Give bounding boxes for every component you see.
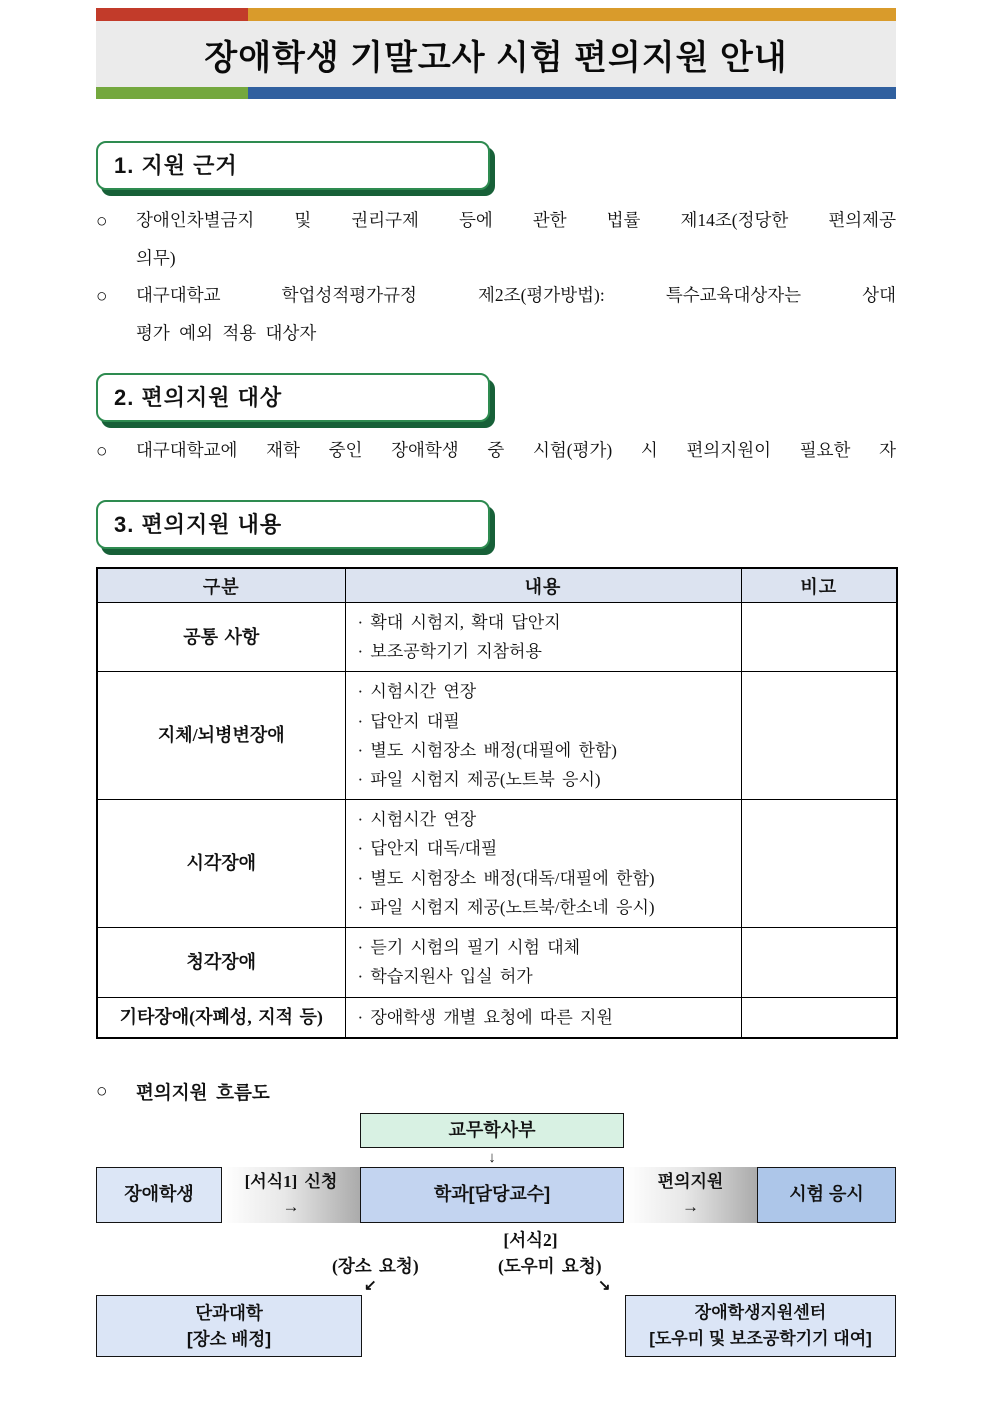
circle-bullet-icon: ○ — [96, 286, 108, 308]
content-cell — [345, 602, 741, 671]
band-segment-red — [96, 8, 248, 21]
category-cell: 시각장애 — [97, 800, 345, 928]
content-item: · 별도 시험장소 배정(대필에 한함) — [357, 740, 617, 760]
flow-box-line: [도우미 및 보조공학기기 대여] — [649, 1328, 872, 1348]
header-panel — [96, 21, 896, 87]
band-segment-blue — [248, 87, 896, 99]
flow-box-college — [96, 1295, 362, 1357]
category-cell: 청각장애 — [97, 928, 345, 997]
support-table — [96, 567, 898, 1039]
flow-connector-support — [624, 1167, 757, 1223]
content-item: · 파일 시험지 제공(노트북/한소네 응시) — [357, 897, 655, 917]
note-cell — [741, 928, 897, 997]
section-heading-support-basis: 1. 지원 근거 — [96, 141, 490, 190]
bullet-text-line: 평가 예외 적용 대상자 — [136, 322, 317, 343]
flowchart-diagram — [0, 1113, 992, 1363]
content-item: · 답안지 대필 — [357, 711, 460, 731]
table-row — [97, 672, 897, 800]
connector-label: [서식1] 신청 — [244, 1172, 338, 1192]
right-arrow-icon: → — [282, 1196, 300, 1216]
content-item: · 시험시간 연장 — [357, 682, 477, 702]
section1-bullets — [96, 202, 896, 353]
connector-label: 편의지원 — [657, 1172, 724, 1192]
flow-box-disabled-student: 장애학생 — [96, 1167, 222, 1223]
table-row — [97, 800, 897, 928]
table-row — [97, 602, 897, 671]
down-left-arrow-icon: ↙ — [364, 1277, 377, 1294]
circle-bullet-icon: ○ — [96, 440, 108, 462]
form2-label: [서식2] — [503, 1229, 558, 1250]
header-top-band — [96, 8, 896, 21]
band-segment-green — [96, 87, 248, 99]
section-heading-support-content: 3. 편의지원 내용 — [96, 500, 490, 549]
bullet-text-line: 대구대학교에 재학 중인 장애학생 중 시험(평가) 시 편의지원이 필요한 자 — [136, 439, 896, 460]
bullet-text-line: 대구대학교 학업성적평가규정 제2조(평가방법): 특수교육대상자는 상대 — [136, 285, 896, 306]
circle-bullet-icon: ○ — [96, 1080, 108, 1102]
content-item: · 시험시간 연장 — [357, 810, 477, 830]
content-item: · 장애학생 개별 요청에 따른 지원 — [357, 1007, 613, 1027]
section2-bullets — [96, 432, 896, 473]
content-cell — [345, 997, 741, 1038]
flowchart-heading-label: 편의지원 흐름도 — [136, 1083, 270, 1104]
flowchart-heading — [96, 1079, 896, 1105]
note-cell — [741, 672, 897, 800]
down-arrow-icon: ↓ — [488, 1149, 496, 1166]
content-item: · 보조공학기기 지참허용 — [357, 642, 542, 662]
column-header-note: 비고 — [741, 568, 897, 602]
flow-box-line: 장애학생지원센터 — [694, 1303, 827, 1323]
content-item: · 학습지원사 입실 허가 — [357, 967, 533, 987]
column-header-content: 내용 — [345, 568, 741, 602]
flow-box-support-center — [625, 1295, 896, 1357]
place-request-label: (장소 요청) — [332, 1255, 419, 1276]
content-cell — [345, 928, 741, 997]
list-item — [96, 202, 896, 277]
category-cell: 지체/뇌병변장애 — [97, 672, 345, 800]
flow-box-department: 학과[담당교수] — [360, 1167, 624, 1223]
note-cell — [741, 800, 897, 928]
category-cell: 기타장애(자폐성, 지적 등) — [97, 997, 345, 1038]
table-header-row — [97, 568, 897, 602]
content-item: · 확대 시험지, 확대 답안지 — [357, 612, 561, 632]
table-row — [97, 928, 897, 997]
content-cell — [345, 672, 741, 800]
list-item — [96, 432, 896, 473]
header-bottom-band — [96, 87, 896, 99]
note-cell — [741, 602, 897, 671]
flow-box-line: 단과대학 — [195, 1302, 263, 1323]
section-heading-support-target: 2. 편의지원 대상 — [96, 373, 490, 422]
flow-box-line: [장소 배정] — [186, 1328, 272, 1349]
circle-bullet-icon: ○ — [96, 211, 108, 232]
note-cell — [741, 997, 897, 1038]
flow-connector-application — [222, 1167, 360, 1223]
list-item — [96, 277, 896, 352]
content-item: · 듣기 시험의 필기 시험 대체 — [357, 938, 581, 958]
content-item: · 답안지 대독/대필 — [357, 839, 498, 859]
bullet-text-line: 의무) — [136, 247, 176, 268]
content-item: · 파일 시험지 제공(노트북 응시) — [357, 770, 601, 790]
bullet-text-line: 장애인차별금지 및 권리구제 등에 관한 법률 제14조(정당한 편의제공 — [136, 210, 896, 230]
right-arrow-icon: → — [682, 1196, 699, 1216]
table-row — [97, 997, 897, 1038]
page-title: 장애학생 기말고사 시험 편의지원 안내 — [204, 38, 788, 77]
helper-request-label: (도우미 요청) — [498, 1255, 602, 1276]
document-page — [96, 8, 896, 1105]
content-item: · 별도 시험장소 배정(대독/대필에 한함) — [357, 868, 655, 888]
column-header-category: 구분 — [97, 568, 345, 602]
category-cell: 공통 사항 — [97, 602, 345, 671]
flow-box-academic-affairs: 교무학사부 — [360, 1113, 624, 1148]
band-segment-orange — [248, 8, 896, 21]
flow-box-exam-taking: 시험 응시 — [757, 1167, 896, 1223]
content-cell — [345, 800, 741, 928]
down-right-arrow-icon: ↘ — [598, 1277, 611, 1294]
